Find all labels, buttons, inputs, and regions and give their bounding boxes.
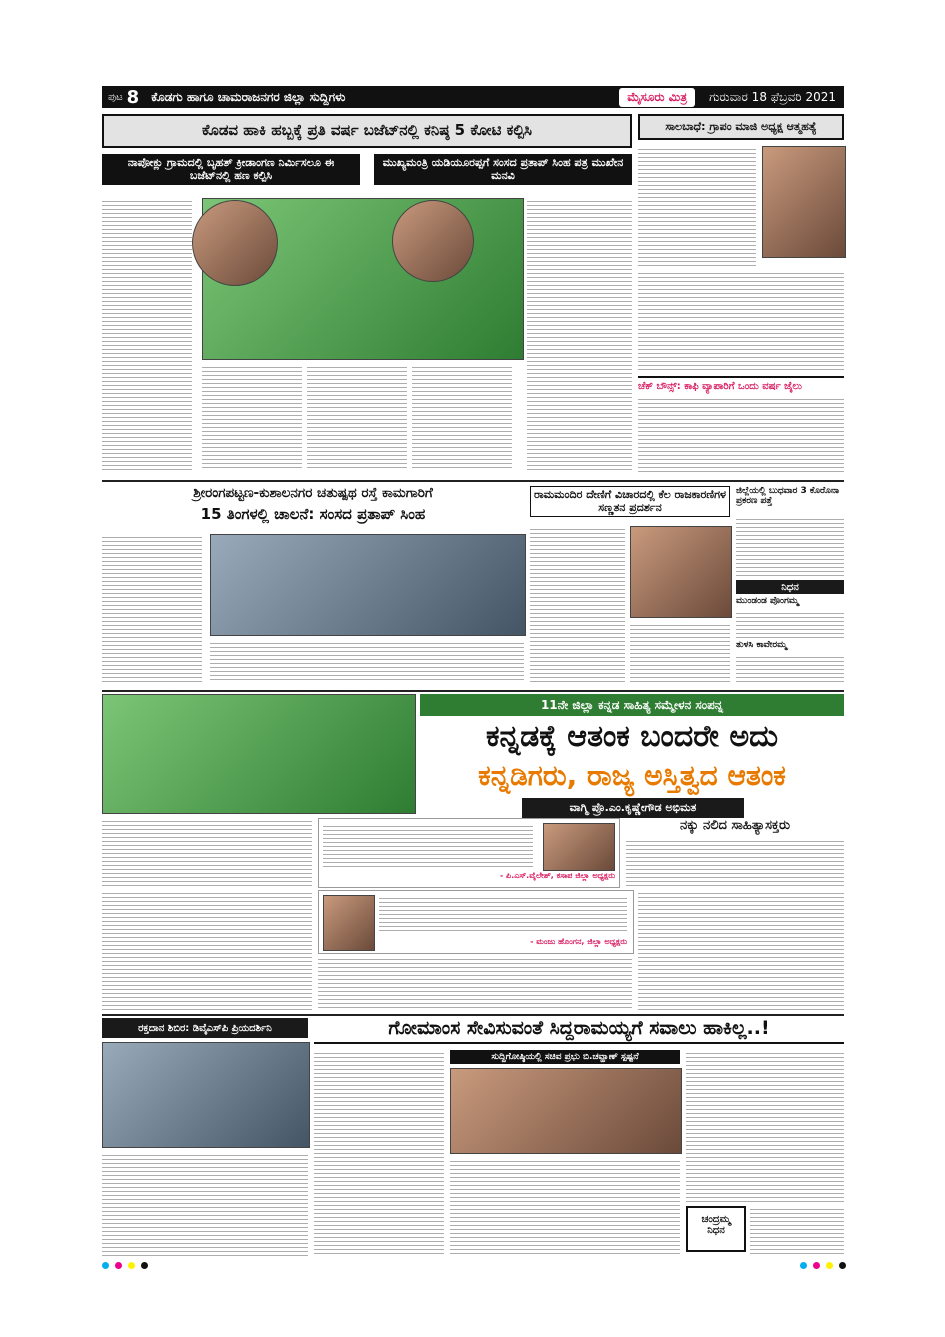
black-mark: [839, 1262, 846, 1269]
cheque-headline: ಚೆಕ್ ಬೌನ್ಸ್: ಕಾಫಿ ವ್ಯಾಪಾರಿಗೆ ಒಂದು ವರ್ಷ ಜೈಲು: [638, 376, 844, 392]
black-mark: [141, 1262, 148, 1269]
road-headline-1: ಶ್ರೀರಂಗಪಟ್ಟಣ-ಕುಶಾಲನಗರ ಚತುಷ್ಪಥ ರಸ್ತೆ ಕಾಮಗಾರಿಗೆ: [193, 485, 433, 501]
sammelana-body-b: [102, 890, 312, 1010]
quote-1-portrait: [543, 823, 615, 871]
suicide-body-a: [638, 146, 756, 266]
suicide-headline: ಸಾಲಬಾಧೆ: ಗ್ರಾಪಂ ಮಾಜಿ ಅಧ್ಯಕ್ಷ ಆತ್ಮಹತ್ಯೆ: [638, 114, 844, 140]
sammelana-body-a: [102, 818, 312, 886]
lead-body-col4: [412, 364, 512, 470]
covid-headline: ಜಿಲ್ಲೆಯಲ್ಲಿ ಬುಧವಾರ 3 ಕೊರೊನಾ ಪ್ರಕರಣ ಪತ್ತೆ: [736, 486, 840, 507]
issue-date: ಗುರುವಾರ 18 ಫೆಬ್ರವರಿ 2021: [709, 89, 836, 104]
masthead: ಮೈಸೂರು ಮಿತ್ರ: [619, 88, 695, 107]
divider: [102, 1014, 844, 1016]
sammelana-byline: ವಾಗ್ಮಿ ಪ್ರೊ.ಎಂ.ಕೃಷ್ಣೇಗೌಡ ಅಭಿಮತ: [522, 798, 744, 818]
obit-body-1: [736, 610, 844, 638]
page-header: [102, 86, 844, 108]
beef-story: [314, 1018, 844, 1256]
lead-body-col1: [102, 198, 192, 470]
divider: [102, 690, 844, 692]
page-number: 8: [126, 86, 140, 108]
page-label: ಪುಟ: [108, 91, 123, 103]
blood-donation-story: [102, 1018, 308, 1256]
ram-headline: ರಾಮಮಂದಿರ ದೇಣಿಗೆ ವಿಚಾರದಲ್ಲಿ ಕೆಲ ರಾಜಕಾರಣಿಗಳ ಸಣ್ಣತನ ಪ್ರದರ್ಶನ: [530, 486, 730, 517]
blood-body: [102, 1152, 308, 1256]
sammelana-side-headline: ನಕ್ಕು ನಲಿದ ಸಾಹಿತ್ಯಾಸಕ್ತರು: [680, 818, 790, 833]
right-column: [638, 114, 844, 474]
lead-headline: ಕೊಡವ ಹಾಕಿ ಹಬ್ಬಕ್ಕೆ ಪ್ರತಿ ವರ್ಷ ಬಜೆಟ್‌ನಲ್ಲಿ ಕನಿಷ್ಠ 5 ಕೋಟಿ ಕಲ್ಪಿಸಿ: [102, 114, 632, 148]
registration-marks-right: [800, 1262, 846, 1269]
section-title: ಕೊಡಗು ಹಾಗೂ ಚಾಮರಾಜನಗರ ಜಿಲ್ಲಾ ಸುದ್ದಿಗಳು: [151, 89, 346, 104]
quote-box-1: [318, 818, 620, 888]
ram-body-b: [630, 622, 730, 682]
lead-body-col3: [307, 364, 407, 470]
obit-name-2: ತುಳಸಿ ಕಾವೇರಮ್ಮ: [736, 640, 787, 650]
beef-body-c: [686, 1050, 844, 1202]
covid-obit-column: [736, 486, 844, 684]
minister-photo: [450, 1068, 682, 1154]
obit2-line1: ಚಂದ್ರಮ್ಮ: [701, 1214, 731, 1225]
ram-body-a: [530, 526, 625, 682]
quote-2-text: [379, 895, 627, 933]
suicide-portrait: [762, 146, 846, 258]
obit-title: ನಿಧನ: [736, 580, 844, 594]
road-story: [102, 486, 524, 684]
sammelana-side-body: [626, 838, 844, 886]
cyan-mark: [800, 1262, 807, 1269]
quote-1-author: - ಪಿ.ಎಸ್.ವೈಲೇಶ್, ಕಸಾಪ ಜಿಲ್ಲಾ ಅಧ್ಯಕ್ಷರು: [499, 871, 615, 880]
quote-box-2: [318, 890, 634, 954]
mp-portrait: [192, 200, 278, 286]
sammelana-headline-1: ಕನ್ನಡಕ್ಕೆ ಆತಂಕ ಬಂದರೇ ಅದು: [485, 719, 779, 754]
beef-sub: ಸುದ್ದಿಗೋಷ್ಠಿಯಲ್ಲಿ ಸಚಿವ ಪ್ರಭು ಬಿ.ಚವ್ಹಾಣ್ ಸ್ಪಷ್ಟನೆ: [450, 1050, 680, 1064]
quote-2-portrait: [323, 895, 375, 951]
road-body-a: [102, 534, 202, 682]
road-body-b: [210, 640, 524, 682]
sammelana-photo: [102, 694, 416, 814]
obit2-box: [686, 1206, 746, 1252]
sammelana-kicker: 11ನೇ ಜಿಲ್ಲಾ ಕನ್ನಡ ಸಾಹಿತ್ಯ ಸಮ್ಮೇಳನ ಸಂಪನ್ನ: [420, 694, 844, 716]
lead-story: [102, 114, 632, 474]
registration-marks: [102, 1262, 148, 1269]
blood-photo: [102, 1042, 310, 1148]
magenta-mark: [115, 1262, 122, 1269]
yellow-mark: [128, 1262, 135, 1269]
meeting-photo: [210, 534, 526, 636]
lead-body-col5: [527, 198, 632, 470]
sammelana-headline-2: ಕನ್ನಡಿಗರು, ರಾಜ್ಯ ಅಸ್ತಿತ್ವದ ಆತಂಕ: [478, 759, 786, 792]
cyan-mark: [102, 1262, 109, 1269]
divider: [102, 480, 844, 482]
suicide-body-b: [638, 270, 844, 370]
lead-body-col2: [202, 364, 302, 470]
quote-2-author: - ಮಂಜು ಹೊಂಗನ, ಜಿಲ್ಲಾ ಅಧ್ಯಕ್ಷರು: [530, 937, 627, 946]
obit-name-1: ಮುಂಡಂಡ ಪೊಂಗಮ್ಮ: [736, 596, 799, 606]
cm-portrait: [392, 200, 474, 282]
lead-subhead-right: ಮುಖ್ಯಮಂತ್ರಿ ಯಡಿಯೂರಪ್ಪಗೆ ಸಂಸದ ಪ್ರತಾಪ್ ಸಿಂಹ ಪತ್ರ ಮುಖೇನ ಮನವಿ: [374, 154, 632, 185]
magenta-mark: [813, 1262, 820, 1269]
lead-subhead-left: ನಾಪೋಕ್ಲು ಗ್ರಾಮದಲ್ಲಿ ಬೃಹತ್ ಕ್ರೀಡಾಂಗಣ ನಿರ್ಮಿಸಲೂ ಈ ಬಜೆಟ್‌ನಲ್ಲಿ ಹಣ ಕಲ್ಪಿಸಿ: [102, 154, 360, 185]
blood-headline: ರಕ್ತದಾನ ಶಿಬಿರ: ಡಿವೈಎಸ್‌ಪಿ ಪ್ರಿಯದರ್ಶಿನಿ: [102, 1018, 308, 1038]
quote-1-text: [323, 823, 533, 869]
covid-body: [736, 516, 844, 576]
sammelana-body-c: [318, 956, 632, 1010]
press-meet-photo: [630, 526, 732, 618]
ram-story: [530, 486, 730, 684]
yellow-mark: [826, 1262, 833, 1269]
beef-body-a: [314, 1050, 444, 1256]
obit2-body: [750, 1206, 844, 1256]
road-headline-2: 15 ತಿಂಗಳಲ್ಲಿ ಚಾಲನೆ: ಸಂಸದ ಪ್ರತಾಪ್ ಸಿಂಹ: [200, 505, 426, 523]
sammelana-story: [102, 694, 844, 886]
obit2-line2: ನಿಧನ: [707, 1225, 725, 1236]
beef-body-b: [450, 1158, 680, 1256]
obit-body-2: [736, 654, 844, 682]
cheque-body: [638, 396, 844, 472]
beef-headline: ಗೋಮಾಂಸ ಸೇವಿಸುವಂತೆ ಸಿದ್ದರಾಮಯ್ಯಗೆ ಸವಾಲು ಹಾಕಿಲ್ಲ..!: [314, 1018, 844, 1044]
sammelana-body-d: [638, 890, 844, 1010]
